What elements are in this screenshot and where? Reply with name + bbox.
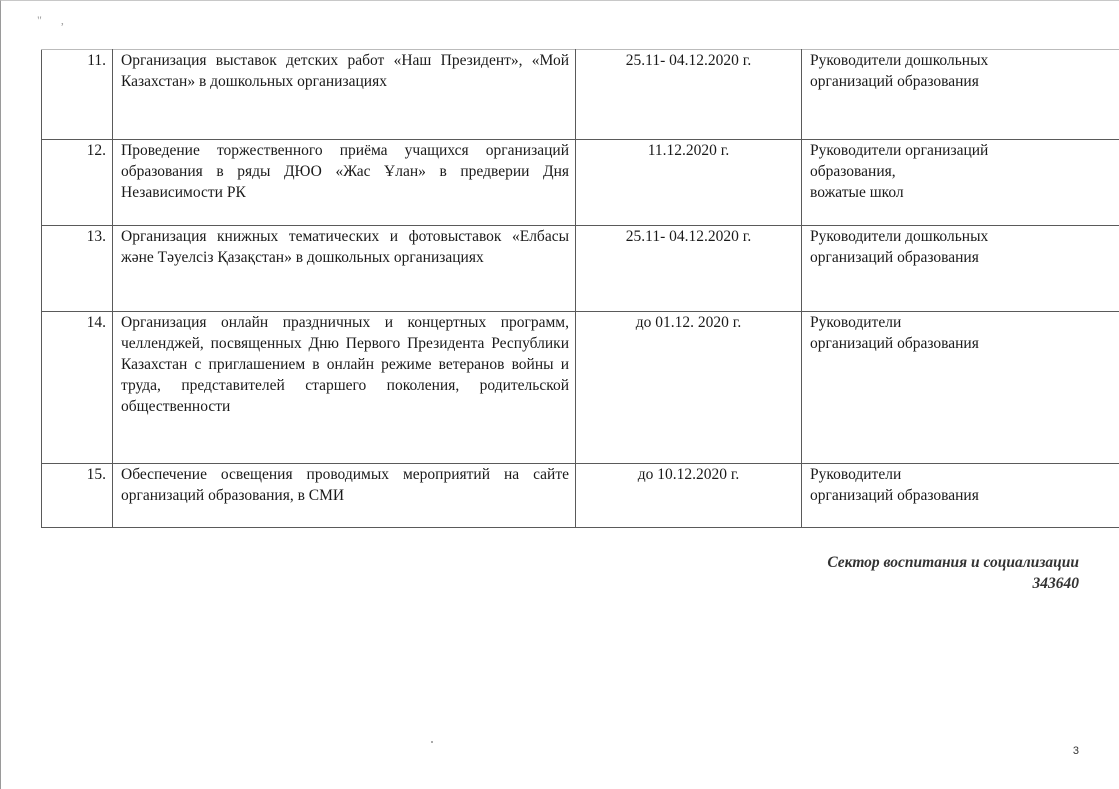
row-number: 12. <box>42 140 113 226</box>
responsible-line: Руководители дошкольных <box>810 228 989 245</box>
row-number: 15. <box>42 464 113 528</box>
responsible-line: организаций образования <box>810 73 979 90</box>
responsible-cell <box>802 226 1119 312</box>
table-row <box>42 50 1119 140</box>
responsible-line: Руководители <box>810 466 902 483</box>
event-description: Организация онлайн праздничных и концертных программ, челленджей, посвященных Дню Первого Президента Республики Казахстан с приглашением в онлайн режиме ветеранов войны и труда, представителей старшего поколения, родительской общественности <box>113 312 576 464</box>
event-description: Организация книжных тематических и фотовыставок «Елбасы және Тәуелсіз Қазақстан» в дошкольных организациях <box>113 226 576 312</box>
table-row <box>42 140 1119 226</box>
responsible-cell <box>802 312 1119 464</box>
responsible-line: вожатые школ <box>810 184 904 201</box>
row-number: 13. <box>42 226 113 312</box>
event-date: 11.12.2020 г. <box>576 140 802 226</box>
table-row <box>42 226 1119 312</box>
row-number: 11. <box>42 50 113 140</box>
responsible-line: организаций образования <box>810 249 979 266</box>
signature-block <box>827 552 1079 594</box>
responsible-line: Руководители <box>810 314 902 331</box>
responsible-cell <box>802 50 1119 140</box>
department-phone: 343640 <box>1032 575 1079 592</box>
event-description: Проведение торжественного приёма учащихся организаций образования в ряды ДЮО «Жас Ұлан» в предверии Дня Независимости РК <box>113 140 576 226</box>
event-date: 25.11- 04.12.2020 г. <box>576 226 802 312</box>
responsible-line: образования, <box>810 163 896 180</box>
scan-artifact: " , <box>37 13 72 27</box>
responsible-line: Руководители организаций <box>810 142 989 159</box>
responsible-line: Руководители дошкольных <box>810 52 989 69</box>
row-number: 14. <box>42 312 113 464</box>
event-date: до 01.12. 2020 г. <box>576 312 802 464</box>
page-number: 3 <box>1072 745 1079 757</box>
event-description: Организация выставок детских работ «Наш Президент», «Мой Казахстан» в дошкольных организациях <box>113 50 576 140</box>
table-row <box>42 312 1119 464</box>
responsible-line: организаций образования <box>810 487 979 504</box>
scan-speck <box>431 741 433 743</box>
events-table-wrapper <box>41 49 1089 528</box>
responsible-line: организаций образования <box>810 335 979 352</box>
event-date: 25.11- 04.12.2020 г. <box>576 50 802 140</box>
events-table <box>41 49 1119 528</box>
department-name: Сектор воспитания и социализации <box>827 554 1079 571</box>
responsible-cell <box>802 464 1119 528</box>
responsible-cell <box>802 140 1119 226</box>
table-row <box>42 464 1119 528</box>
event-date: до 10.12.2020 г. <box>576 464 802 528</box>
event-description: Обеспечение освещения проводимых мероприятий на сайте организаций образования, в СМИ <box>113 464 576 528</box>
